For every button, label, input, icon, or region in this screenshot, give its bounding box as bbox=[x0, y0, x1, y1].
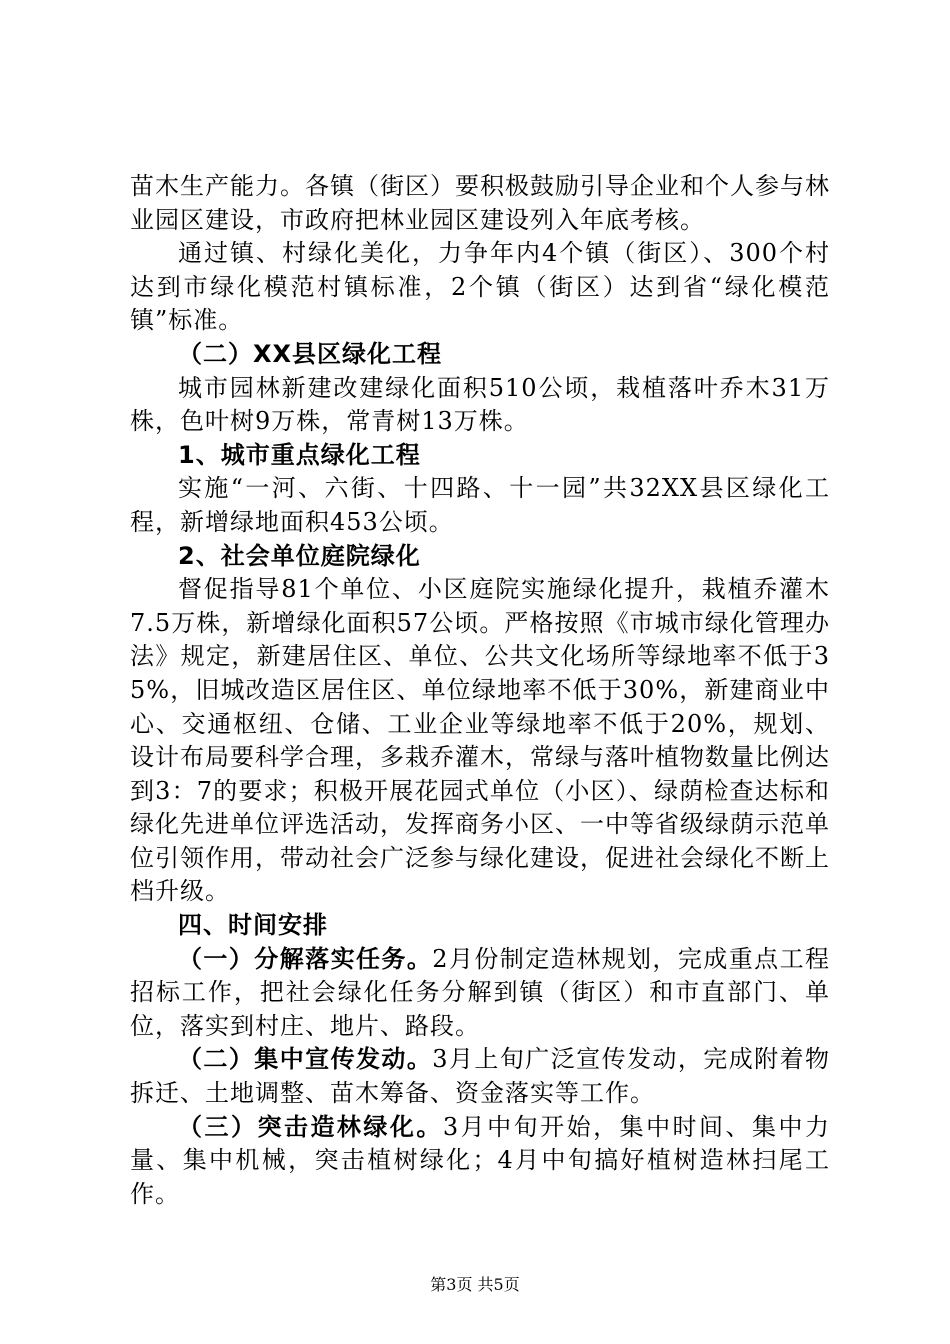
paragraph-text: 3月中旬开始，集中时间、集中力量、集中机械，突击植树绿化；4月中旬搞好植树造林扫尾工作。 bbox=[130, 1112, 830, 1208]
section-heading: 四、时间安排 bbox=[178, 911, 328, 940]
section-heading: 1、城市重点绿化工程 bbox=[178, 440, 421, 469]
paragraph-lead: （二）集中宣传发动。 bbox=[178, 1045, 433, 1074]
paragraph-with-lead bbox=[130, 943, 830, 1044]
section-heading: （二）XX县区绿化工程 bbox=[178, 339, 443, 368]
document-body bbox=[130, 170, 830, 1211]
paragraph-with-lead bbox=[130, 1043, 830, 1110]
paragraph: 苗木生产能力。各镇（街区）要积极鼓励引导企业和个人参与林业园区建设，市政府把林业园区建设列入年底考核。 bbox=[130, 172, 830, 234]
paragraph: 城市园林新建改建绿化面积510公顷，栽植落叶乔木31万株，色叶树9万株，常青树13万株。 bbox=[130, 373, 830, 436]
section-heading: 2、社会单位庭院绿化 bbox=[178, 541, 421, 570]
paragraph: 实施“一河、六街、十四路、十一园”共32XX县区绿化工程，新增绿地面积453公顷。 bbox=[130, 474, 830, 536]
paragraph-with-lead bbox=[130, 1111, 830, 1212]
paragraph-lead: （一）分解落实任务。 bbox=[178, 944, 433, 973]
paragraph-lead: （三）突击造林绿化。 bbox=[178, 1112, 443, 1141]
paragraph: 督促指导81个单位、小区庭院实施绿化提升，栽植乔灌木7.5万株，新增绿化面积57公顷。严格按照《市城市绿化管理办法》规定，新建居住区、单位、公共文化场所等绿地率不低于35%，旧城改造区居住区、单位绿地率不低于30%，新建商业中心、交通枢纽、仓储、工业企业等绿地率不低于20%，规划、设计布局要科学合理，多栽乔灌木，常绿与落叶植物数量比例达到3：7的要求；积极开展花园式单位（小区）、绿荫检查达标和绿化先进单位评选活动，发挥商务小区、一中等省级绿荫示范单位引领作用，带动社会广泛参与绿化建设，促进社会绿化不断上档升级。 bbox=[130, 575, 830, 906]
paragraph-text: 3月上旬广泛宣传发动，完成附着物拆迁、土地调整、苗木筹备、资金落实等工作。 bbox=[130, 1045, 830, 1108]
paragraph-text: 2月份制定造林规划，完成重点工程招标工作，把社会绿化任务分解到镇（街区）和市直部门、单位，落实到村庄、地片、路段。 bbox=[130, 944, 830, 1040]
page-footer: 第3页 共5页 bbox=[430, 1275, 520, 1294]
paragraph: 通过镇、村绿化美化，力争年内4个镇（街区）、300个村达到市绿化模范村镇标准，2个镇（街区）达到省“绿化模范镇”标准。 bbox=[130, 239, 830, 335]
